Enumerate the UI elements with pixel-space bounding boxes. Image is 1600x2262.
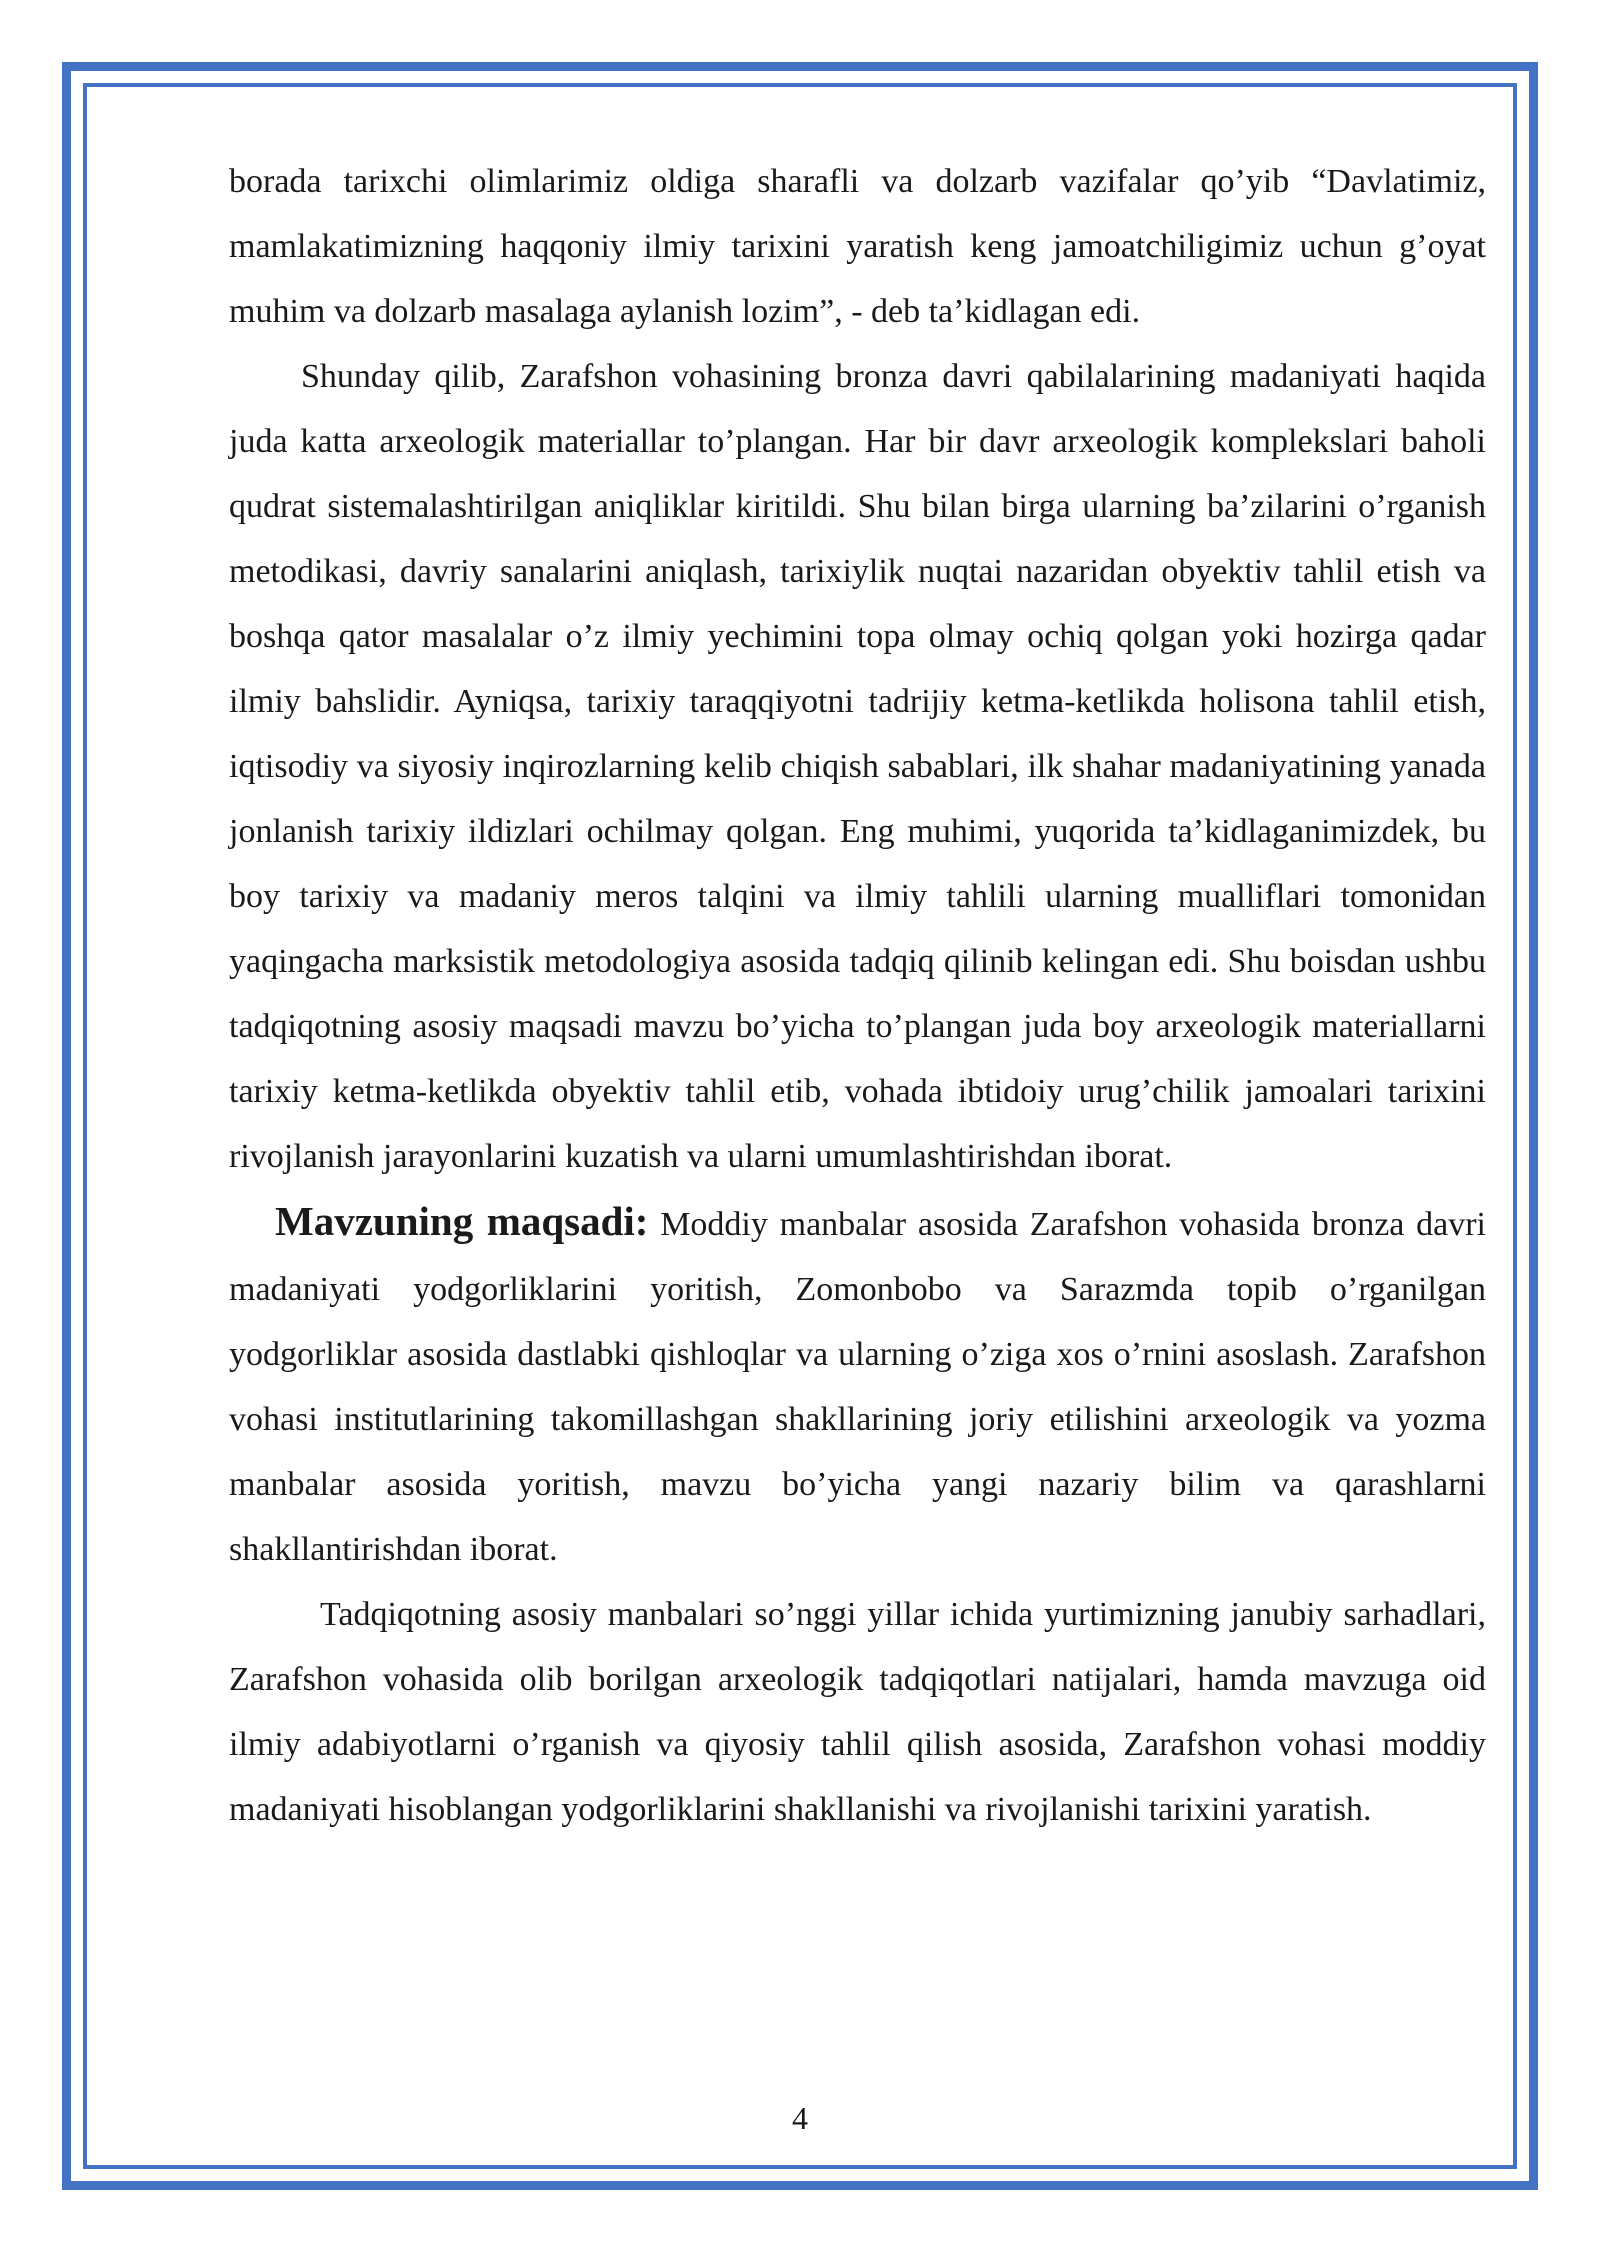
document-body bbox=[229, 149, 1486, 1842]
section-heading-inline: Mavzuning maqsadi: bbox=[275, 1198, 649, 1244]
paragraph-3-text: Moddiy manbalar asosida Zarafshon vohasida bronza davri madaniyati yodgorliklarini yoritish, Zomonbobo va Sarazmda topib o’rganilgan yodgorliklar asosida dastlabki qishloqlar va ularning o’ziga xos o’rnini asoslash. Zarafshon vohasi institutlarining takomillashgan shakllarining joriy etilishini arxeologik va yozma manbalar asosida yoritish, mavzu bo’yicha yangi nazariy bilim va qarashlarni shakllantirishdan iborat. bbox=[229, 1206, 1486, 1568]
paragraph-3 bbox=[229, 1189, 1486, 1582]
paragraph-1-text: borada tarixchi olimlarimiz oldiga sharafli va dolzarb vazifalar qo’yib “Davlatimiz, mamlakatimizning haqqoniy ilmiy tarixini yaratish keng jamoatchiligimiz uchun g’oyat muhim va dolzarb masalaga aylanish lozim”, - deb ta’kidlagan edi. bbox=[229, 163, 1486, 330]
paragraph-2-text: Shunday qilib, Zarafshon vohasining bronza davri qabilalarining madaniyati haqida juda katta arxeologik materiallar to’plangan. Har bir davr arxeologik komplekslari baholi qudrat sistemalashtirilgan aniqliklar kiritildi. Shu bilan birga ularning ba’zilarini o’rganish metodikasi, davriy sanalarini aniqlash, tarixiylik nuqtai nazaridan obyektiv tahlil etish va boshqa qator masalalar o’z ilmiy yechimini topa olmay ochiq qolgan yoki hozirga qadar ilmiy bahslidir. Ayniqsa, tarixiy taraqqiyotni tadrijiy ketma-ketlikda holisona tahlil etish, iqtisodiy va siyosiy inqirozlarning kelib chiqish sabablari, ilk shahar madaniyatining yanada jonlanish tarixiy ildizlari ochilmay qolgan. Eng muhimi, yuqorida ta’kidlaganimizdek, bu boy tarixiy va madaniy meros talqini va ilmiy tahlili ularning mualliflari tomonidan yaqingacha marksistik metodologiya asosida tadqiq qilinib kelingan edi. Shu boisdan ushbu tadqiqotning asosiy maqsadi mavzu bo’yicha to’plangan juda boy arxeologik materiallarni tarixiy ketma-ketlikda obyektiv tahlil etib, vohada ibtidoiy urug’chilik jamoalari tarixini rivojlanish jarayonlarini kuzatish va ularni umumlashtirishdan iborat. bbox=[229, 358, 1486, 1175]
paragraph-4 bbox=[229, 1582, 1486, 1842]
paragraph-1 bbox=[229, 149, 1486, 344]
page-number: 4 bbox=[792, 2100, 808, 2136]
paragraph-4-text: Tadqiqotning asosiy manbalari so’nggi yillar ichida yurtimizning janubiy sarhadlari, Zarafshon vohasida olib borilgan arxeologik tadqiqotlari natijalari, hamda mavzuga oid ilmiy adabiyotlarni o’rganish va qiyosiy tahlil qilish asosida, Zarafshon vohasi moddiy madaniyati hisoblangan yodgorliklarini shakllanishi va rivojlanishi tarixini yaratish. bbox=[229, 1596, 1486, 1828]
paragraph-2 bbox=[229, 344, 1486, 1189]
